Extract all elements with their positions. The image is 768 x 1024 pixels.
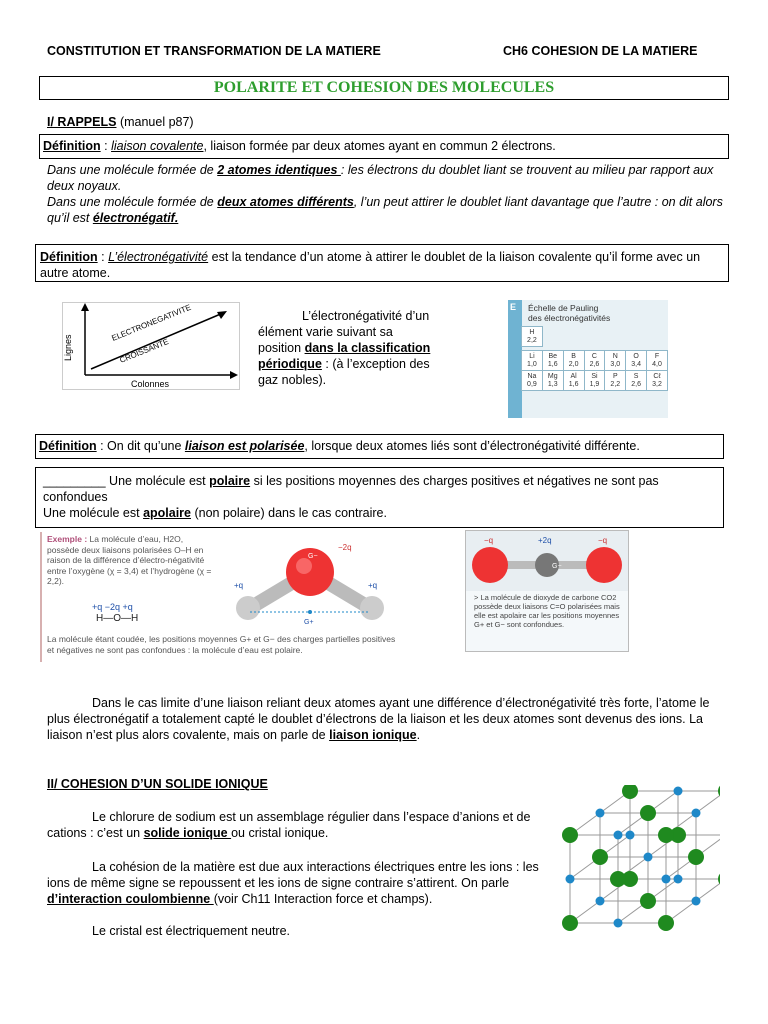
pauling-value: 2,6 <box>589 360 600 368</box>
def1-label: Définition <box>43 139 101 153</box>
pauling-scale-figure <box>508 300 668 418</box>
pauling-table <box>521 326 668 391</box>
pauling-title-2: des électronégativités <box>528 313 611 323</box>
chloride-ion <box>640 893 656 909</box>
pauling-symbol: S <box>633 372 639 380</box>
pauling-value: 3,2 <box>652 380 662 388</box>
water-caption: La molécule étant coudée, les positions moyennes G+ et G− des charges partielles positives et négatives ne sont pas confondues : la molécule d’eau est polaire. <box>47 634 396 655</box>
pauling-value: 1,0 <box>527 360 537 368</box>
co2-g: G− <box>552 563 562 570</box>
def3-sep: : On dit qu’une <box>96 439 185 453</box>
pauling-value: 3,4 <box>631 360 641 368</box>
para5-a: La cohésion de la matière est due aux interactions électriques entre les ions : les ions de même signe se repoussent et les ions de signe contraire s’attirent. On parle <box>47 860 539 890</box>
graph-svg <box>63 303 239 389</box>
chloride-ion <box>562 827 578 843</box>
para4-c: ou cristal ionique. <box>231 826 329 840</box>
pauling-cell <box>605 371 626 391</box>
water-molecule-figure <box>40 532 398 662</box>
chloride-ion <box>592 849 608 865</box>
pauling-value: 2,0 <box>568 360 579 368</box>
pauling-cell <box>522 351 543 371</box>
sodium-ion <box>596 897 605 906</box>
sodium-ion <box>674 875 683 884</box>
pauling-symbol: B <box>571 352 576 360</box>
section1-ref: (manuel p87) <box>116 115 194 129</box>
def2-label: Définition <box>40 250 98 264</box>
graph-arrow-label-2: CROISSANTE <box>118 337 170 365</box>
para1-f: , l’un peut attirer le doublet liant davantage que l’autre : on dit alors qu’il est <box>47 195 723 225</box>
water-example-label: Exemple : <box>47 534 88 544</box>
water-q1: +q <box>234 581 244 590</box>
paragraph-2 <box>258 308 436 388</box>
para3-a: Dans le cas limite d’une liaison reliant deux atomes ayant une différence d’électronégativité très forte, l’atome le plus électronégatif a totalement capté le doublet d’électrons de la liaison et les deux atomes sont devenus des ions. La liaison n’est plus alors covalente, mais on parle de <box>47 696 710 742</box>
def2-text: est la tendance d’un atome à attirer le doublet de la liaison covalente qu’il forme avec un autre atome. <box>40 250 701 280</box>
para5-c: (voir Ch11 Interaction force et champs). <box>213 892 433 906</box>
pauling-symbol: N <box>612 352 618 360</box>
para2-a: L’électronégativité d’un élément varie suivant sa position <box>258 309 430 355</box>
pauling-value: 1,6 <box>568 380 579 388</box>
para1-a: Dans une molécule formée de <box>47 163 218 177</box>
water-charges: +q −2q +q <box>92 602 133 612</box>
pauling-cell <box>647 351 668 371</box>
water-formula: H—O—H <box>96 613 139 624</box>
header-left: CONSTITUTION ET TRANSFORMATION DE LA MATIERE <box>47 44 381 58</box>
para1-d: Dans une molécule formée de <box>47 195 218 209</box>
pauling-cell <box>542 351 563 371</box>
blank-line: _________ <box>43 474 106 488</box>
pauling-symbol: Be <box>548 352 558 360</box>
sodium-ion <box>566 875 575 884</box>
pauling-table-grid <box>521 326 668 391</box>
pauling-value: 1,9 <box>589 380 600 388</box>
para1-e: deux atomes différents <box>217 195 354 209</box>
pauling-cell <box>522 327 543 347</box>
pauling-value: 0,9 <box>527 380 537 388</box>
paragraph-3 <box>47 695 727 743</box>
definition-box-2 <box>35 244 729 282</box>
def3-label: Définition <box>39 439 97 453</box>
pauling-cell <box>647 371 668 391</box>
co2-q2: −q <box>598 536 608 545</box>
hydrogen-atom-2 <box>360 596 384 620</box>
pauling-value: 2,2 <box>610 380 621 388</box>
section1-title: I/ RAPPELS <box>47 115 117 129</box>
lattice-bond <box>696 791 720 813</box>
co2-oxygen-2 <box>586 547 622 583</box>
pauling-side-bar <box>508 300 522 418</box>
para1-b: 2 atomes identiques <box>217 163 341 177</box>
water-gminus: G− <box>308 553 318 560</box>
def3-term: liaison est polarisée <box>184 439 305 453</box>
header-right: CH6 COHESION DE LA MATIERE <box>503 44 698 58</box>
chloride-ion <box>640 805 656 821</box>
chloride-ion <box>658 827 674 843</box>
page-title: POLARITE ET COHESION DES MOLECULES <box>213 79 555 96</box>
pauling-cell <box>563 371 584 391</box>
paragraph-1 <box>47 162 727 226</box>
para1-g: électronégatif. <box>92 211 179 225</box>
def2-term: L’électronégativité <box>108 250 209 264</box>
water-gplus: G+ <box>304 619 314 626</box>
pauling-symbol: H <box>529 328 535 336</box>
pauling-symbol: Li <box>529 352 535 360</box>
water-example-text <box>47 534 217 587</box>
pauling-symbol: Al <box>570 372 577 380</box>
sodium-ion <box>596 809 605 818</box>
pauling-symbol: F <box>654 352 660 360</box>
pauling-cell <box>563 351 584 371</box>
co2-caption: > La molécule de dioxyde de carbone CO2 possède deux liaisons C=O polarisées mais elle est apolaire car les positions moyennes G+ et G− sont confondues. <box>474 593 620 629</box>
box4-polaire: polaire <box>209 474 251 488</box>
section2-heading: II/ COHESION D’UN SOLIDE IONIQUE <box>47 777 268 791</box>
box4-d: Une molécule est <box>43 506 144 520</box>
sodium-ion <box>692 809 701 818</box>
definition-box-1 <box>39 134 729 159</box>
pauling-symbol: Mg <box>547 372 558 380</box>
pauling-symbol: Si <box>591 372 598 380</box>
def1-text: , liaison formée par deux atomes ayant en commun 2 électrons. <box>203 139 556 153</box>
pauling-cell <box>522 371 543 391</box>
hydrogen-atom-1 <box>236 596 260 620</box>
pauling-value: 3,0 <box>610 360 621 368</box>
pauling-row <box>522 351 668 371</box>
co2-oxygen-1 <box>472 547 508 583</box>
water-minus2q: −2q <box>338 543 352 552</box>
sodium-ion <box>614 831 623 840</box>
lattice-bond <box>696 879 720 901</box>
pauling-cell <box>626 351 647 371</box>
co2-2q: +2q <box>538 536 552 545</box>
sodium-ion <box>692 897 701 906</box>
graph-ylabel: Lignes <box>63 334 73 361</box>
pauling-cell <box>584 351 605 371</box>
sodium-ion <box>626 831 635 840</box>
para3-c: . <box>416 728 421 742</box>
pauling-symbol: O <box>633 352 639 360</box>
para2-c: : (à l’exception des gaz nobles). <box>258 357 430 387</box>
paragraph-6: Le cristal est électriquement neutre. <box>92 924 291 938</box>
chloride-ion <box>610 871 626 887</box>
box4-f: (non polaire) dans le cas contraire. <box>191 506 387 520</box>
para4-b: solide ionique <box>143 826 232 840</box>
pauling-symbol: Na <box>527 372 537 380</box>
pauling-symbol: C <box>591 352 597 360</box>
box4-apolaire: apolaire <box>143 506 191 520</box>
pauling-cell <box>605 351 626 371</box>
polarity-box <box>35 467 724 528</box>
pauling-row <box>522 327 668 347</box>
chloride-ion <box>562 915 578 931</box>
box4-a: Une molécule est <box>105 474 210 488</box>
pauling-symbol: Cℓ <box>653 372 661 380</box>
chloride-ion <box>658 915 674 931</box>
pauling-value: 1,3 <box>547 380 558 388</box>
pauling-value: 2,2 <box>527 336 537 344</box>
pauling-value: 4,0 <box>652 360 662 368</box>
para5-b: d’interaction coulombienne <box>47 892 214 906</box>
pauling-row <box>522 371 668 391</box>
box4-c: si les positions moyennes des charges positives et négatives ne sont pas confondues <box>43 474 659 504</box>
paragraph-4 <box>47 809 533 841</box>
nacl-crystal-svg <box>555 785 720 935</box>
pauling-cell <box>626 371 647 391</box>
sodium-ion <box>644 853 653 862</box>
def3-text: , lorsque deux atomes liés sont d’électronégativité différente. <box>304 439 640 453</box>
graph-xlabel: Colonnes <box>131 379 170 389</box>
chloride-ion <box>688 849 704 865</box>
water-example-body: La molécule d’eau, H2O, possède deux liaisons polarisées O–H en raison de la différence d’électro-négativité entre l’oxygène (χ = 3,4) et l’hydrogène (χ = 2,2). <box>47 534 212 586</box>
sodium-ion <box>614 919 623 928</box>
co2-svg <box>466 531 628 591</box>
def1-term: liaison covalente <box>111 139 204 153</box>
chloride-ion <box>622 785 638 799</box>
section1-heading <box>47 115 194 129</box>
def2-sep: : <box>97 250 109 264</box>
sodium-ion <box>662 875 671 884</box>
para2-b: dans la classification périodique <box>258 341 431 371</box>
pauling-value: 1,6 <box>547 360 558 368</box>
para4-a: Le chlorure de sodium est un assemblage régulier dans l’espace d’anions et de cations : c’est un <box>47 810 531 840</box>
graph-arrow-label-1: ELECTRONEGATIVITE <box>110 303 193 343</box>
paragraph-5 <box>47 859 539 907</box>
para1-c: : les électrons du doublet liant se trouvent au milieu par rapport aux deux noyaux. <box>47 163 714 193</box>
pauling-value: 2,6 <box>631 380 641 388</box>
para3-b: liaison ionique <box>329 728 417 742</box>
co2-q1: −q <box>484 536 494 545</box>
water-q2: +q <box>368 581 378 590</box>
title-box <box>39 76 729 100</box>
pauling-badge: E <box>510 302 517 312</box>
pauling-title <box>528 303 610 323</box>
pauling-cell <box>584 371 605 391</box>
def1-sep: : <box>100 139 112 153</box>
definition-box-3 <box>35 434 724 459</box>
sodium-ion <box>674 787 683 796</box>
pauling-title-1: Échelle de Pauling <box>528 303 599 313</box>
co2-molecule-figure <box>465 530 629 652</box>
electronegativity-graph <box>62 302 240 390</box>
pauling-cell <box>542 371 563 391</box>
water-3d-svg <box>230 538 390 630</box>
pauling-symbol: P <box>612 372 618 380</box>
